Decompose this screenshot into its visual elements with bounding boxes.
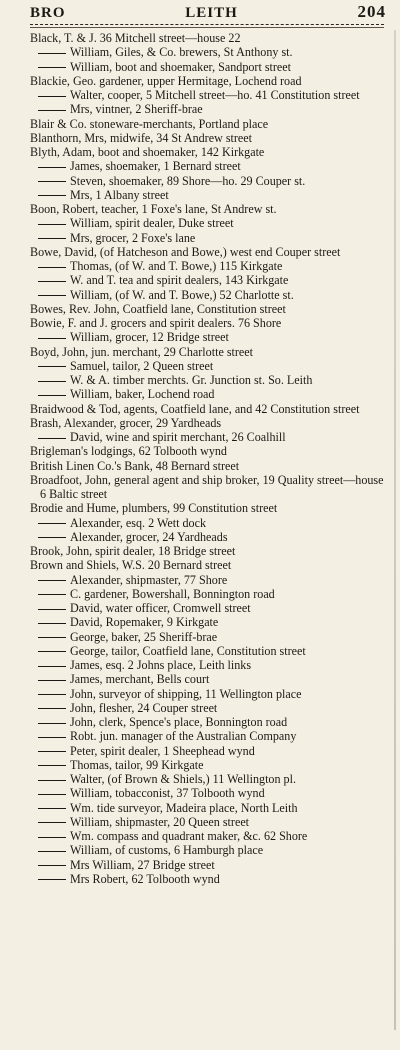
entry-text: William, (of W. and T. Bowe,) 52 Charlotte st. — [70, 287, 294, 302]
directory-sub-entry — [30, 102, 384, 116]
directory-sub-entry — [30, 430, 384, 444]
entry-text: William, of customs, 6 Hamburgh place — [70, 843, 264, 858]
ditto-dash — [38, 822, 66, 823]
ditto-dash — [38, 53, 66, 54]
entry-text: Bowes, Rev. John, Coatfield lane, Constitution street — [30, 301, 286, 316]
directory-sub-entry — [30, 701, 384, 715]
entry-text: Samuel, tailor, 2 Queen street — [70, 358, 214, 373]
directory-sub-entry — [30, 601, 384, 615]
directory-sub-entry — [30, 573, 384, 587]
ditto-dash — [38, 723, 66, 724]
entry-text: David, wine and spirit merchant, 26 Coalhill — [70, 430, 286, 444]
ditto-dash — [38, 694, 66, 695]
ditto-dash — [38, 381, 66, 382]
directory-sub-entry — [30, 687, 384, 701]
entry-text: David, water officer, Cromwell street — [70, 601, 251, 615]
entry-text: William, spirit dealer, Duke street — [70, 216, 234, 231]
entry-text: David, Ropemaker, 9 Kirkgate — [70, 615, 219, 630]
directory-sub-entry — [30, 715, 384, 729]
directory-sub-entry — [30, 858, 384, 872]
ditto-dash — [38, 879, 66, 880]
entry-text: Bowie, F. and J. grocers and spirit dealers. 76 Shore — [30, 316, 282, 330]
entry-text: William, baker, Lochend road — [70, 387, 215, 402]
entry-text: William, Giles, & Co. brewers, St Anthony st. — [70, 45, 293, 60]
ditto-dash — [38, 837, 66, 838]
ditto-dash — [38, 238, 66, 239]
ditto-dash — [38, 666, 66, 667]
entry-text: Blackie, Geo. gardener, upper Hermitage, Lochend road — [30, 73, 302, 88]
directory-sub-entry — [30, 786, 384, 800]
entry-text: Boon, Robert, teacher, 1 Foxe's lane, St Andrew st. — [30, 202, 277, 216]
directory-sub-entry — [30, 615, 384, 629]
entry-text: Blyth, Adam, boot and shoemaker, 142 Kirkgate — [30, 145, 265, 159]
ditto-dash — [38, 224, 66, 225]
ditto-dash — [38, 851, 66, 852]
ditto-dash — [38, 338, 66, 339]
ditto-dash — [38, 267, 66, 268]
directory-sub-entry — [30, 373, 384, 387]
directory-entry — [30, 544, 384, 558]
directory-entry — [30, 501, 384, 515]
entry-text: John, flesher, 24 Couper street — [70, 700, 218, 715]
directory-sub-entry — [30, 630, 384, 644]
ditto-dash — [38, 67, 66, 68]
ditto-dash — [38, 523, 66, 524]
header-rule-thin — [30, 27, 384, 28]
directory-sub-entry — [30, 729, 384, 743]
ditto-dash — [38, 181, 66, 182]
entry-text: Alexander, shipmaster, 77 Shore — [70, 572, 228, 587]
entry-text: George, tailor, Coatfield lane, Constitution street — [70, 643, 306, 658]
directory-entry — [30, 459, 384, 473]
ditto-dash — [38, 537, 66, 538]
directory-sub-entry — [30, 644, 384, 658]
directory-sub-entry — [30, 815, 384, 829]
entry-text: John, surveyor of shipping, 11 Wellington place — [70, 686, 302, 701]
directory-sub-entry — [30, 259, 384, 273]
directory-entry — [30, 202, 384, 216]
directory-entry — [30, 74, 384, 88]
directory-sub-entry — [30, 288, 384, 302]
entry-text: Mrs William, 27 Bridge street — [70, 857, 215, 872]
directory-sub-entry — [30, 159, 384, 173]
page-edge — [394, 30, 396, 1030]
entry-text: James, shoemaker, 1 Bernard street — [70, 159, 241, 174]
ditto-dash — [38, 110, 66, 111]
ditto-dash — [38, 96, 66, 97]
directory-entry — [30, 416, 384, 430]
entry-text: George, baker, 25 Sheriff-brae — [70, 629, 218, 644]
entry-text: Wm. compass and quadrant maker, &c. 62 Shore — [70, 829, 308, 843]
directory-sub-entry — [30, 587, 384, 601]
directory-entry — [30, 444, 384, 458]
entry-text: Braidwood & Tod, agents, Coatfield lane, and 42 Constitution street — [30, 401, 360, 416]
entry-text: C. gardener, Bowershall, Bonnington road — [70, 586, 275, 601]
directory-entry — [30, 473, 384, 502]
entry-text: British Linen Co.'s Bank, 48 Bernard street — [30, 458, 240, 473]
ditto-dash — [38, 167, 66, 168]
entry-text: Steven, shoemaker, 89 Shore—ho. 29 Couper st. — [70, 173, 306, 188]
entry-text: Blair & Co. stoneware-merchants, Portland place — [30, 116, 269, 131]
ditto-dash — [38, 651, 66, 652]
ditto-dash — [38, 366, 66, 367]
entry-text: Broadfoot, John, general agent and ship broker, 19 Quality street—house 6 Baltic street — [30, 472, 384, 501]
directory-sub-entry — [30, 843, 384, 857]
ditto-dash — [38, 395, 66, 396]
entry-text: Brigleman's lodgings, 62 Tolbooth wynd — [30, 444, 227, 459]
directory-sub-entry — [30, 174, 384, 188]
ditto-dash — [38, 780, 66, 781]
entry-text: Mrs, vintner, 2 Sheriff-brae — [70, 102, 203, 117]
entry-text: Robt. jun. manager of the Australian Company — [70, 729, 297, 744]
entry-text: Brodie and Hume, plumbers, 99 Constitution street — [30, 501, 278, 516]
ditto-dash — [38, 680, 66, 681]
ditto-dash — [38, 637, 66, 638]
directory-sub-entry — [30, 744, 384, 758]
directory-sub-entry — [30, 516, 384, 530]
directory-entry — [30, 345, 384, 359]
entry-text: Thomas, tailor, 99 Kirkgate — [70, 757, 204, 772]
entry-text: Wm. tide surveyor, Madeira place, North Leith — [70, 800, 298, 815]
entry-text: Brook, John, spirit dealer, 18 Bridge street — [30, 544, 236, 558]
directory-sub-entry — [30, 658, 384, 672]
entry-text: Black, T. & J. 36 Mitchell street—house 22 — [30, 31, 241, 45]
entry-text: James, esq. 2 Johns place, Leith links — [70, 658, 252, 672]
directory-sub-entry — [30, 231, 384, 245]
entry-text: Blanthorn, Mrs, midwife, 34 St Andrew street — [30, 130, 253, 145]
directory-sub-entry — [30, 387, 384, 401]
entry-text: Walter, cooper, 5 Mitchell street—ho. 41 Constitution street — [70, 88, 360, 102]
directory-sub-entry — [30, 216, 384, 230]
directory-entry — [30, 145, 384, 159]
entry-text: Alexander, grocer, 24 Yardheads — [70, 529, 228, 544]
ditto-dash — [38, 737, 66, 738]
entry-text: Peter, spirit dealer, 1 Sheephead wynd — [70, 743, 255, 758]
ditto-dash — [38, 609, 66, 610]
entry-text: Boyd, John, jun. merchant, 29 Charlotte street — [30, 344, 254, 359]
entry-text: W. & A. timber merchts. Gr. Junction st. So. Leith — [70, 373, 313, 387]
ditto-dash — [38, 708, 66, 709]
ditto-dash — [38, 794, 66, 795]
entry-text: Brash, Alexander, grocer, 29 Yardheads — [30, 415, 222, 430]
directory-sub-entry — [30, 758, 384, 772]
directory-entry — [30, 131, 384, 145]
entry-text: Thomas, (of W. and T. Bowe,) 115 Kirkgate — [70, 259, 283, 273]
directory-entry — [30, 302, 384, 316]
entry-text: William, boot and shoemaker, Sandport street — [70, 59, 292, 74]
directory-sub-entry — [30, 330, 384, 344]
entry-text: W. and T. tea and spirit dealers, 143 Kirkgate — [70, 273, 289, 288]
directory-sub-entry — [30, 60, 384, 74]
directory-sub-entry — [30, 772, 384, 786]
ditto-dash — [38, 865, 66, 866]
entry-text: Walter, (of Brown & Shiels,) 11 Wellington pl. — [70, 772, 296, 786]
directory-sub-entry — [30, 801, 384, 815]
entry-text: Mrs Robert, 62 Tolbooth wynd — [70, 871, 220, 886]
directory-entry — [30, 31, 384, 45]
entry-text: Brown and Shiels, W.S. 20 Bernard street — [30, 558, 232, 573]
entry-text: Mrs, 1 Albany street — [70, 187, 169, 202]
ditto-dash — [38, 594, 66, 595]
ditto-dash — [38, 580, 66, 581]
ditto-dash — [38, 765, 66, 766]
directory-entry — [30, 316, 384, 330]
ditto-dash — [38, 808, 66, 809]
directory-sub-entry — [30, 188, 384, 202]
entry-text: Mrs, grocer, 2 Foxe's lane — [70, 230, 196, 245]
directory-sub-entry — [30, 530, 384, 544]
directory-sub-entry — [30, 359, 384, 373]
directory-sub-entry — [30, 45, 384, 59]
ditto-dash — [38, 751, 66, 752]
page-number: 204 — [357, 2, 386, 21]
ditto-dash — [38, 281, 66, 282]
entry-text: Alexander, esq. 2 Wett dock — [70, 515, 207, 530]
ditto-dash — [38, 195, 66, 196]
directory-sub-entry — [30, 672, 384, 686]
directory-sub-entry — [30, 829, 384, 843]
ditto-dash — [38, 623, 66, 624]
ditto-dash — [38, 438, 66, 439]
ditto-dash — [38, 295, 66, 296]
directory-entry — [30, 117, 384, 131]
entry-text: William, shipmaster, 20 Queen street — [70, 814, 250, 829]
entry-text: James, merchant, Bells court — [70, 672, 210, 687]
header-center: LEITH — [185, 5, 238, 21]
directory-listing — [30, 31, 384, 886]
directory-sub-entry — [30, 872, 384, 886]
entry-text: John, clerk, Spence's place, Bonnington road — [70, 715, 288, 729]
directory-entry — [30, 245, 384, 259]
directory-entry — [30, 558, 384, 572]
page-header — [30, 2, 386, 24]
header-left: BRO — [30, 5, 66, 21]
directory-sub-entry — [30, 273, 384, 287]
entry-text: William, tobacconist, 37 Tolbooth wynd — [70, 786, 265, 801]
directory-entry — [30, 402, 384, 416]
header-rule — [30, 24, 384, 25]
entry-text: Bowe, David, (of Hatcheson and Bowe,) west end Couper street — [30, 244, 341, 259]
entry-text: William, grocer, 12 Bridge street — [70, 330, 229, 345]
directory-sub-entry — [30, 88, 384, 102]
